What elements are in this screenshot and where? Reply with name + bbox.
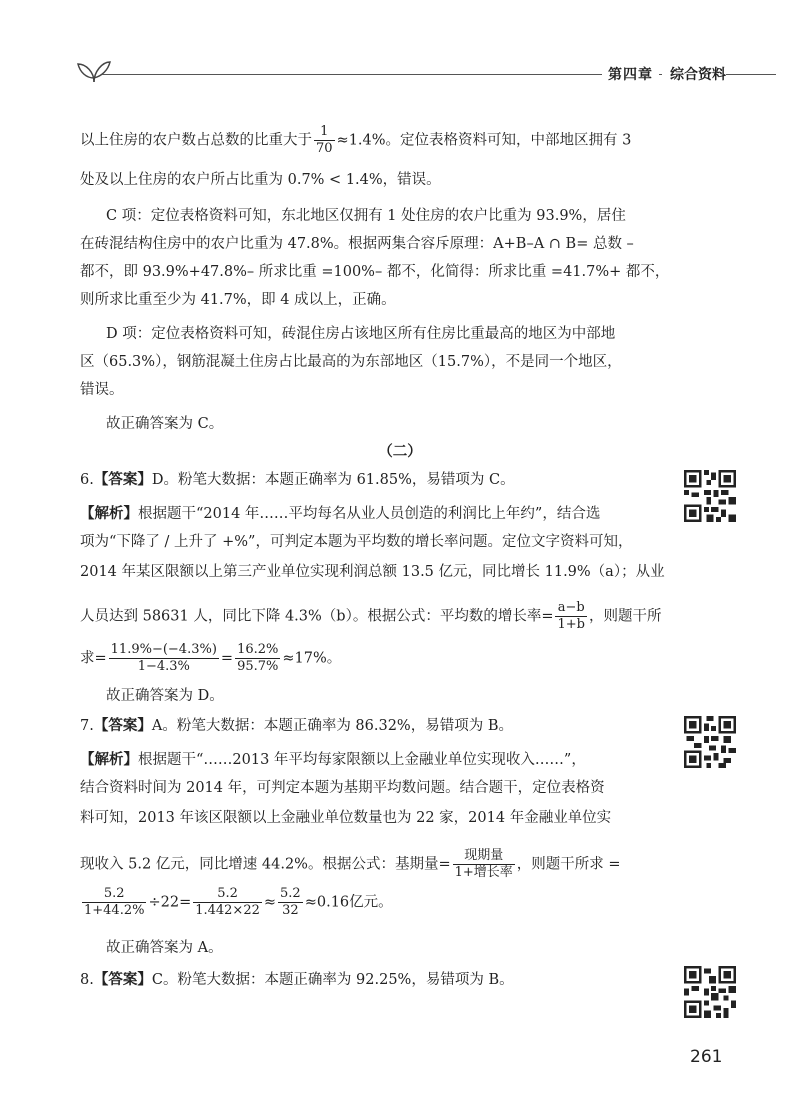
answer-line-q6: 6.【答案】D。粉笔大数据：本题正确率为 61.85%，易错项为 C。 (80, 472, 515, 488)
text-line: 2014 年某区限额以上第三产业单位实现利润总额 13.5 亿元，同比增长 11.9%（a）；从业 (80, 564, 665, 580)
text-line: 故正确答案为 D。 (106, 688, 224, 704)
text-line: 故正确答案为 C。 (106, 416, 224, 432)
fraction: $\frac{11.9\%-(-4.3\%)}{1-4.3\%}$ (110, 642, 217, 674)
answer-line-q8: 8.【答案】C。粉笔大数据：本题正确率为 92.25%，易错项为 B。 (80, 972, 514, 988)
chapter-label: 第四章 (602, 64, 659, 84)
fraction: $\frac{a-b}{1+b}$ (557, 600, 585, 632)
answer-label: 【答案】 (93, 718, 152, 734)
section-heading: （二） (378, 444, 422, 460)
text-line: 【解析】根据题干“2014 年……平均每名从业人员创造的利润比上年约”，结合选 (80, 506, 601, 522)
fraction: $\frac{1}{70}$ (316, 124, 333, 156)
text-line: D 项：定位表格资料可知，砖混住房占该地区所有住房比重最高的地区为中部地 (106, 326, 616, 342)
text-line: 以上住房的农户数占总数的比重大于 $\frac{1}{70}$ ≈1.4%。定位表格资料可知，中部地区拥有 3 (80, 124, 632, 156)
text-line: 【解析】根据题干“……2013 年平均每家限额以上金融业单位实现收入……”， (80, 752, 586, 768)
text-line: 则所求比重至少为 41.7%，即 4 成以上，正确。 (80, 292, 396, 308)
qr-code-icon[interactable] (684, 966, 736, 1018)
text-line: 结合资料时间为 2014 年，可判定本题为基期平均数问题。结合题干，定位表格资 (80, 780, 605, 796)
text-line: C 项：定位表格资料可知，东北地区仅拥有 1 处住房的农户比重为 93.9%，居住 (106, 208, 626, 224)
text-line: $\frac{5.2}{1+44.2\%}$ ÷22= $\frac{5.2}{1.442\times 22}$ ≈ $\frac{5.2}{32}$ ≈0.16亿元。 (84, 886, 393, 918)
text-line: 区（65.3%），钢筋混凝土住房占比最高的为东部地区（15.7%），不是同一个地区， (80, 354, 622, 370)
fraction: $\frac{5.2}{32}$ (280, 886, 301, 918)
header-rule-left (102, 74, 662, 75)
text-line: 料可知，2013 年该区限额以上金融业单位数量也为 22 家，2014 年金融业单位实 (80, 810, 612, 826)
text-line: 求= $\frac{11.9\%-(-4.3\%)}{1-4.3\%}$ = $\frac{16.2\%}{95.7\%}$ ≈17%。 (80, 642, 342, 674)
text-line: 在砖混结构住房中的农户比重为 47.8%。根据两集合容斥原理：A+B–A ∩ B= 总数 – (80, 236, 634, 252)
fraction: $\frac{5.2}{1.442\times 22}$ (195, 886, 260, 918)
text-line: 项为“下降了 / 上升了 +%”，可判定本题为平均数的增长率问题。定位文字资料可知， (80, 534, 633, 550)
answer-label: 【答案】 (93, 972, 152, 988)
text-line: 处及以上住房的农户所占比重为 0.7% < 1.4%，错误。 (80, 172, 441, 188)
text-line: 错误。 (80, 382, 124, 398)
qr-code-icon[interactable] (684, 470, 736, 522)
fraction: $\frac{\text{现期量}}{\text{1+增长率}}$ (454, 848, 513, 880)
answer-line-q7: 7.【答案】A。粉笔大数据：本题正确率为 86.32%，易错项为 B。 (80, 718, 513, 734)
text-line: 故正确答案为 A。 (106, 940, 223, 956)
fraction: $\frac{16.2\%}{95.7\%}$ (237, 642, 279, 674)
answer-label: 【答案】 (93, 472, 152, 488)
page-header (62, 52, 782, 92)
text-line: 人员达到 58631 人，同比下降 4.3%（b）。根据公式：平均数的增长率= $\frac{a-b}{1+b}$ ，则题干所 (80, 600, 662, 632)
fraction: $\frac{5.2}{1+44.2\%}$ (84, 886, 145, 918)
section-label: 综合资料 (666, 64, 730, 84)
leaf-ornament-icon (76, 56, 112, 86)
header-rule-right (726, 74, 776, 75)
page-number: 261 (690, 1047, 723, 1067)
text-line: 现收入 5.2 亿元，同比增速 44.2%。根据公式：基期量= $\frac{\text{现期量}}{\text{1+增长率}}$ ，则题干所求 = (80, 848, 621, 880)
analysis-label: 【解析】 (80, 506, 138, 522)
analysis-label: 【解析】 (80, 752, 138, 768)
qr-code-icon[interactable] (684, 716, 736, 768)
text-line: 都不，即 93.9%+47.8%– 所求比重 =100%– 都不，化简得：所求比重 =41.7%+ 都不， (80, 264, 670, 280)
